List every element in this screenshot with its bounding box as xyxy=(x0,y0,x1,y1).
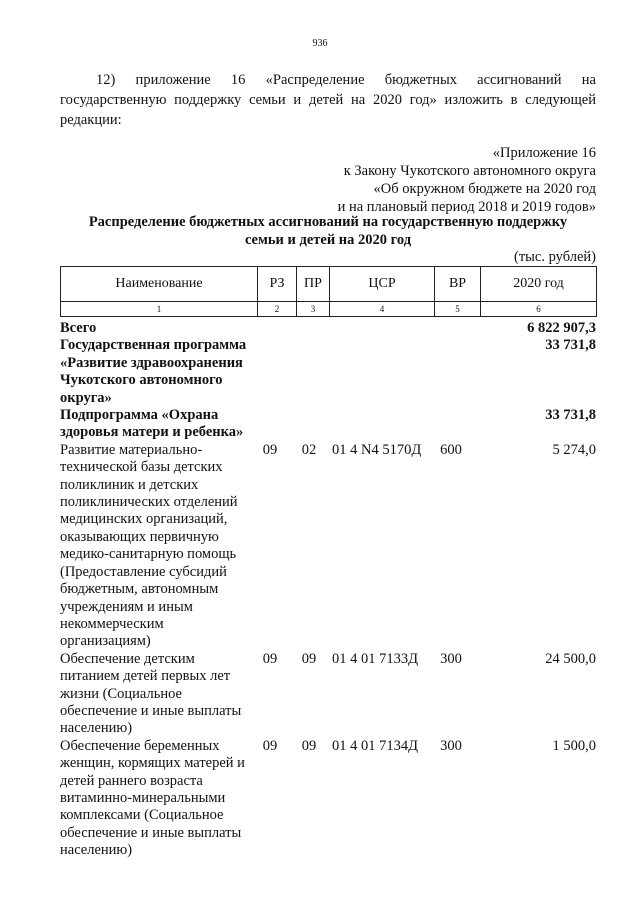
row-csr: 01 4 01 7134Д xyxy=(332,737,419,754)
column-number: 3 xyxy=(297,302,330,317)
column-number: 2 xyxy=(258,302,297,317)
appendix-line: «Приложение 16 xyxy=(492,145,596,161)
row-amount: 1 500,0 xyxy=(552,737,596,754)
row-name-line: питанием детей первых лет xyxy=(60,668,231,685)
row-name-line: Чукотского автономного xyxy=(60,372,223,389)
header-rz: РЗ xyxy=(258,267,297,302)
header-row xyxy=(61,267,597,302)
row-name xyxy=(60,337,256,407)
column-number: 4 xyxy=(330,302,435,317)
column-number: 6 xyxy=(481,302,597,317)
row-name-line: витаминно-минеральными xyxy=(60,789,226,806)
row-vr: 600 xyxy=(440,441,462,458)
row-csr: 01 4 01 7133Д xyxy=(332,650,419,667)
intro-paragraph xyxy=(60,70,596,130)
table-row-subprogram xyxy=(60,407,596,442)
row-name-line: Обеспечение беременных xyxy=(60,737,220,754)
row-name-line: (Предоставление субсидий xyxy=(60,563,227,580)
row-vr: 300 xyxy=(440,650,462,667)
row-name-line: технической базы детских xyxy=(60,459,223,476)
table-body xyxy=(60,320,596,860)
row-rz: 09 xyxy=(262,441,278,458)
row-name-line: округа» xyxy=(60,389,112,406)
row-pr: 02 xyxy=(301,441,317,458)
row-name-line: «Развитие здравоохранения xyxy=(60,354,243,371)
page-number: 936 xyxy=(312,38,328,49)
intro-line: 12) приложение 16 «Распределение бюджетных ассигнований на xyxy=(96,72,596,88)
appendix-header xyxy=(236,144,596,216)
title-line: семьи и детей на 2020 год xyxy=(244,232,412,248)
row-name-line: обеспечение и иные выплаты xyxy=(60,702,242,719)
row-name xyxy=(60,320,256,337)
row-name-line: поликлинических отделений xyxy=(60,494,238,511)
row-amount: 33 731,8 xyxy=(545,407,596,424)
row-name-line: здоровья матери и ребенка» xyxy=(60,424,244,441)
header-csr: ЦСР xyxy=(330,267,435,302)
row-name xyxy=(60,442,256,651)
row-name xyxy=(60,738,256,860)
row-name-line: Государственная программа xyxy=(60,337,247,354)
column-number: 1 xyxy=(61,302,258,317)
row-name-line: Подпрограмма «Охрана xyxy=(60,407,219,424)
row-name-line: женщин, кормящих матерей и xyxy=(60,755,245,772)
row-amount: 5 274,0 xyxy=(552,441,596,458)
table-row-total xyxy=(60,320,596,337)
row-vr: 300 xyxy=(440,737,462,754)
appendix-line: «Об окружном бюджете на 2020 год xyxy=(373,181,596,197)
document-title xyxy=(60,213,596,249)
row-name-line: обеспечение и иные выплаты xyxy=(60,824,242,841)
units-label: (тыс. рублей) xyxy=(514,249,596,265)
table-header xyxy=(60,266,597,317)
row-name-line: организациям) xyxy=(60,633,151,650)
appendix-line: и на плановый период 2018 и 2019 годов» xyxy=(337,199,596,215)
row-name-line: оказывающих первичную xyxy=(60,528,219,545)
row-name-line: учреждениям и иным xyxy=(60,598,193,615)
row-name xyxy=(60,651,256,738)
header-year: 2020 год xyxy=(481,267,597,302)
row-amount: 24 500,0 xyxy=(545,650,596,667)
table-row-program xyxy=(60,337,596,407)
row-amount: 6 822 907,3 xyxy=(527,320,596,336)
row-name-line: Обеспечение детским xyxy=(60,650,195,667)
row-pr: 09 xyxy=(301,650,317,667)
row-name-line: детей раннего возраста xyxy=(60,772,203,789)
row-name-line: населению) xyxy=(60,720,133,737)
row-name-line: медико-санитарную помощь xyxy=(60,546,237,563)
row-name-line: комплексами (Социальное xyxy=(60,807,224,824)
title-line: Распределение бюджетных ассигнований на государственную поддержку xyxy=(88,214,568,230)
row-rz: 09 xyxy=(262,737,278,754)
row-name-line: жизни (Социальное xyxy=(60,685,182,702)
header-vr: ВР xyxy=(435,267,481,302)
intro-line: редакции: xyxy=(60,112,122,128)
row-name-line: некоммерческим xyxy=(60,615,164,632)
row-pr: 09 xyxy=(301,737,317,754)
intro-line: государственную поддержку семьи и детей на 2020 год» изложить в следующей xyxy=(60,92,596,108)
header-pr: ПР xyxy=(297,267,330,302)
row-amount: 33 731,8 xyxy=(545,337,596,354)
column-number: 5 xyxy=(435,302,481,317)
appendix-line: к Закону Чукотского автономного округа xyxy=(343,163,596,179)
row-name-line: поликлиник и детских xyxy=(60,476,199,493)
row-name-line: населению) xyxy=(60,842,133,859)
row-name-line: бюджетным, автономным xyxy=(60,581,219,598)
column-number-row xyxy=(61,302,597,317)
row-name-line: Всего xyxy=(60,320,97,336)
row-name xyxy=(60,407,256,442)
row-name-line: медицинских организаций, xyxy=(60,511,228,528)
row-csr: 01 4 N4 5170Д xyxy=(332,441,422,458)
table-row xyxy=(60,651,596,738)
table-row xyxy=(60,738,596,860)
row-name-line: Развитие материально- xyxy=(60,441,203,458)
table-row xyxy=(60,442,596,651)
row-rz: 09 xyxy=(262,650,278,667)
header-name: Наименование xyxy=(61,267,258,302)
